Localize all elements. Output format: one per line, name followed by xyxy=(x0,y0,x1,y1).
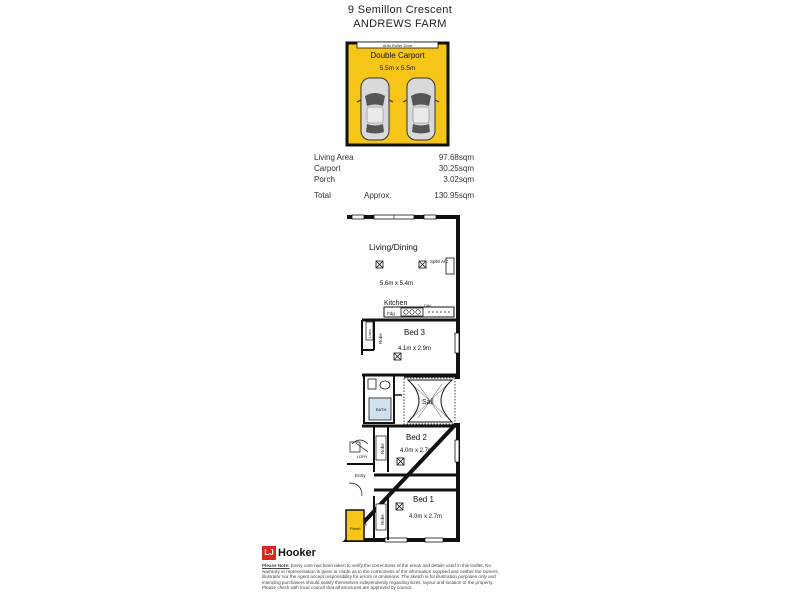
dishwasher-label: DW xyxy=(424,303,431,308)
window xyxy=(425,538,443,542)
room-bath-name: BATH xyxy=(376,407,387,412)
total-approx: Approx. xyxy=(364,191,392,200)
porch-label: Porch xyxy=(350,526,361,531)
bed2-robe-label: Robe xyxy=(380,443,385,454)
window xyxy=(352,215,364,219)
basin-icon xyxy=(380,381,390,389)
room-bed1-dims: 4.0m x 2.7m xyxy=(409,514,443,520)
car-icon xyxy=(357,78,393,140)
fridge-label: Fdg xyxy=(387,311,395,316)
window xyxy=(424,215,436,219)
disclaimer-heading: Please Note: xyxy=(262,563,290,568)
window xyxy=(455,333,459,353)
toilet-icon xyxy=(368,379,376,389)
window xyxy=(455,440,459,462)
ceiling-light-icon xyxy=(419,261,426,268)
room-bed2-dims: 4.0m x 2.7m xyxy=(400,448,434,454)
lj-hooker-logo xyxy=(262,546,322,560)
split-ac-label: Split/ A/C xyxy=(430,259,449,264)
roller-door-label: Auto Roller Door xyxy=(382,43,413,48)
area-label: Carport xyxy=(314,164,341,173)
logo-brand: Hooker xyxy=(278,547,316,559)
room-living-name: Living/Dining xyxy=(369,242,418,252)
area-label: Living Area xyxy=(314,153,354,162)
room-living-dims: 5.6m x 5.4m xyxy=(380,281,414,287)
carport xyxy=(347,42,448,145)
house xyxy=(347,215,459,542)
room-kitchen-name: Kitchen xyxy=(384,300,408,307)
area-value: 3.02sqm xyxy=(443,175,474,184)
area-value: 30.25sqm xyxy=(438,164,474,173)
room-bed3-name: Bed 3 xyxy=(404,328,425,337)
laundry-label: LDRY xyxy=(357,454,368,459)
room-bed3-dims: 4.1m x 2.9m xyxy=(398,346,432,352)
area-label: Porch xyxy=(314,175,335,184)
area-value: 97.68sqm xyxy=(438,153,474,162)
car-icon xyxy=(403,78,439,140)
logo-mark: LJ xyxy=(262,546,276,560)
bed3-robe-label: Robe xyxy=(378,333,383,344)
ceiling-light-icon xyxy=(396,503,403,510)
carport-title: Double Carport xyxy=(370,51,425,60)
room-bed1-name: Bed 1 xyxy=(413,495,434,504)
carport-dims: 5.5m x 5.5m xyxy=(379,65,416,72)
entry-label: Entry xyxy=(355,473,366,478)
ceiling-light-icon xyxy=(394,353,401,360)
cooktop xyxy=(401,308,423,316)
ceiling-light-icon xyxy=(397,458,404,465)
total-label: Total xyxy=(314,191,331,200)
ceiling-light-icon xyxy=(376,261,383,268)
room-bed2-name: Bed 2 xyxy=(406,433,427,442)
disclaimer xyxy=(262,563,508,591)
total-value: 130.95sqm xyxy=(434,191,474,200)
linen-label: Linen xyxy=(368,329,372,338)
address-suburb: ANDREWS FARM xyxy=(353,18,447,30)
bed1-robe-label: Robe xyxy=(380,514,385,525)
sail-label: Sail xyxy=(422,399,434,406)
disclaimer-text: Every care has been taken to verify the correctness of the areas and details used in this leaflet. No warranty or representation is given or made as to the correctness of the information supplied and neither the owners, illustrator nor the Agent accept responsibility for errors or omissions. The sketch is for illustration purposes only and intending purchasers should satisfy themselves independently regarding sizes, layout and location of the property. Please check with local council that all structures are approved by council. xyxy=(262,563,499,591)
address-street: 9 Semillon Crescent xyxy=(347,4,453,16)
